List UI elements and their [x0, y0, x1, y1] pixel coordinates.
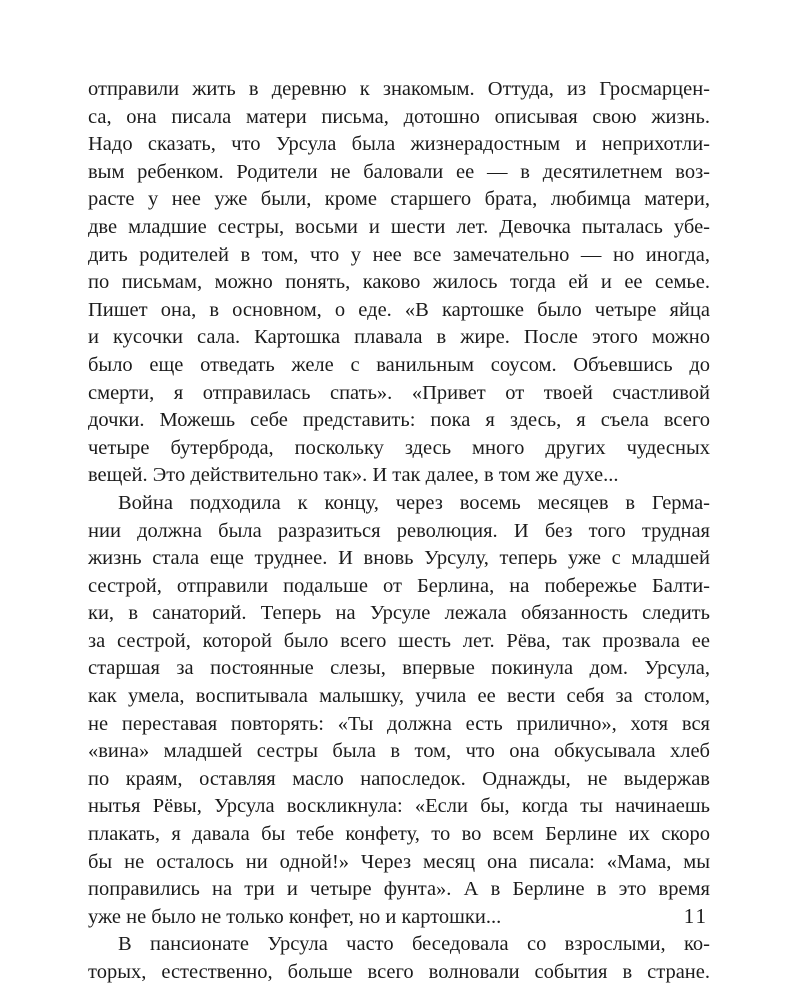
paragraph-end-line: вещей. Это действительно так». И так далее, в том же духе...: [88, 464, 619, 487]
text-line: старшая за постоянные слезы, впервые покинула дом. Урсула,: [88, 657, 710, 680]
text-line: как умела, воспитывала малышку, учила ее вести себя за столом,: [88, 685, 710, 708]
body-text: [88, 76, 710, 987]
text-line: за сестрой, которой было всего шесть лет. Рёва, так прозвала ее: [88, 629, 710, 652]
text-line: поправились на три и четыре фунта». А в Берлине в это время: [88, 878, 710, 901]
text-line: Надо сказать, что Урсула была жизнерадостным и неприхотли-: [88, 133, 710, 156]
text-line: смерти, я отправилась спать». «Привет от твоей счастливой: [88, 381, 710, 404]
text-line: и кусочки сала. Картошка плавала в жире. После этого можно: [88, 326, 710, 349]
text-line: две младшие сестры, восьми и шести лет. Девочка пыталась убе-: [88, 215, 710, 238]
text-line: торых, естественно, больше всего волновали события в стране.: [88, 961, 710, 983]
text-line: отправили жить в деревню к знакомым. Оттуда, из Гросмарцен-: [88, 78, 710, 100]
text-line: дочки. Можешь себе представить: пока я здесь, я съела всего: [88, 409, 710, 432]
page-number: 11: [683, 904, 708, 928]
text-line: по письмам, можно понять, каково жилось тогда ей и ее семье.: [88, 271, 710, 294]
text-line: ки, в санаторий. Теперь на Урсуле лежала обязанность следить: [88, 602, 710, 625]
paragraph-end-line: уже не было не только конфет, но и картошки...: [88, 905, 502, 928]
text-line: плакать, я давала бы тебе конфету, то во всем Берлине их скоро: [88, 823, 710, 846]
paragraph-start-line: Война подходила к концу, через восемь месяцев в Герма-: [118, 491, 710, 514]
text-line: са, она писала матери письма, дотошно описывая свою жизнь.: [88, 105, 710, 128]
text-line: дить родителей в том, что у нее все замечательно — но иногда,: [88, 243, 710, 266]
text-line: нытья Рёвы, Урсула воскликнула: «Если бы, когда ты начинаешь: [88, 795, 710, 818]
text-line: четыре бутерброда, поскольку здесь много других чудесных: [88, 436, 710, 459]
text-line: расте у нее уже были, кроме старшего брата, любимца матери,: [88, 188, 710, 211]
paragraph-start-line: В пансионате Урсула часто беседовала со взрослыми, ко-: [118, 933, 710, 956]
text-line: сестрой, отправили подальше от Берлина, на побережье Балти-: [88, 574, 710, 597]
text-line: жизнь стала еще труднее. И вновь Урсулу, теперь уже с младшей: [88, 547, 710, 570]
text-line: не переставая повторять: «Ты должна есть прилично», хотя вся: [88, 712, 710, 735]
text-line: нии должна была разразиться революция. И без того трудная: [88, 519, 710, 542]
text-line: Пишет она, в основном, о еде. «В картошке было четыре яйца: [88, 298, 710, 321]
text-line: «вина» младшей сестры была в том, что она обкусывала хлеб: [88, 740, 710, 763]
text-line: вым ребенком. Родители не баловали ее — в десятилетнем воз-: [88, 160, 710, 183]
text-line: бы не осталось ни одной!» Через месяц она писала: «Мама, мы: [88, 850, 710, 873]
text-line: по краям, оставляя масло напоследок. Однажды, не выдержав: [88, 767, 710, 790]
text-line: было еще отведать желе с ванильным соусом. Объевшись до: [88, 353, 710, 376]
